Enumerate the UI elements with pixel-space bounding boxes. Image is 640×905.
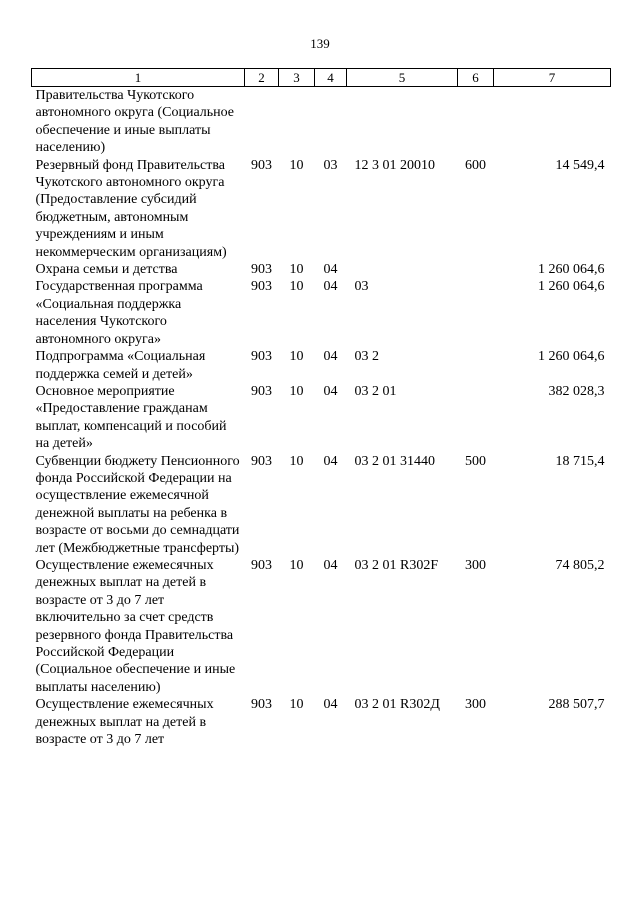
row-section	[279, 87, 315, 157]
column-header: 7	[494, 69, 611, 87]
column-header: 4	[315, 69, 347, 87]
row-subsection: 04	[323, 383, 338, 399]
row-admin-code: 903	[251, 383, 272, 399]
row-amount: 14 549,4	[555, 157, 605, 173]
column-header: 2	[245, 69, 279, 87]
column-header: 1	[32, 69, 245, 87]
row-target-article: 03 2 01 R302F	[354, 557, 439, 573]
row-section: 10	[289, 697, 304, 713]
row-expense-type: 600	[465, 157, 486, 173]
row-amount: 74 805,2	[555, 557, 605, 573]
column-header: 6	[458, 69, 494, 87]
row-description: Осуществление ежемесячных денежных выплат на детей в возрасте от 3 до 7 лет включительно за счет средств резервного фонда Правительства Российской Федерации (Социальное обеспечение и иные выплаты населению)	[35, 557, 236, 695]
row-subsection: 04	[323, 453, 338, 469]
row-target-article: 03 2 01 R302Д	[354, 697, 440, 713]
page-number: 139	[310, 36, 330, 51]
row-subsection: 04	[323, 349, 338, 365]
table-row	[32, 278, 611, 348]
row-amount	[494, 87, 611, 157]
row-expense-type	[458, 87, 494, 157]
row-expense-type: 500	[465, 453, 486, 469]
table-row	[32, 557, 611, 696]
row-section: 10	[289, 557, 304, 573]
row-description: Охрана семьи и детства	[35, 262, 178, 278]
column-header: 3	[279, 69, 315, 87]
row-subsection: 04	[323, 697, 338, 713]
table-row	[32, 87, 611, 157]
row-amount: 18 715,4	[555, 453, 605, 469]
row-subsection: 04	[323, 262, 338, 278]
row-target-article: 12 3 01 20010	[354, 157, 435, 173]
row-subsection	[315, 87, 347, 157]
row-amount: 382 028,3	[548, 383, 605, 399]
column-header: 5	[347, 69, 458, 87]
row-target-article: 03 2 01 31440	[354, 453, 435, 469]
row-amount: 1 260 064,6	[538, 349, 605, 365]
row-admin-code: 903	[251, 557, 272, 573]
row-expense-type	[458, 383, 494, 453]
row-description: Основное мероприятие «Предоставление гражданам выплат, компенсаций и пособий на детей»	[35, 383, 227, 452]
row-amount: 1 260 064,6	[538, 262, 605, 278]
budget-table	[31, 68, 611, 748]
header-row	[32, 69, 611, 87]
row-admin-code: 903	[251, 262, 272, 278]
row-target-article: 03 2 01	[354, 383, 397, 399]
row-subsection: 04	[323, 557, 338, 573]
row-description: Правительства Чукотского автономного округа (Социальное обеспечение и иные выплаты населению)	[35, 88, 235, 156]
table-row	[32, 453, 611, 557]
row-amount: 1 260 064,6	[538, 279, 605, 295]
row-subsection: 04	[323, 279, 338, 295]
row-description: Осуществление ежемесячных денежных выплат на детей в возрасте от 3 до 7 лет	[35, 697, 214, 748]
row-section: 10	[289, 279, 304, 295]
row-expense-type: 300	[465, 697, 486, 713]
row-section: 10	[289, 453, 304, 469]
table-row	[32, 261, 611, 278]
row-admin-code	[245, 87, 279, 157]
row-admin-code: 903	[251, 453, 272, 469]
row-expense-type	[458, 278, 494, 348]
row-admin-code: 903	[251, 349, 272, 365]
row-description: Подпрограмма «Социальная поддержка семей и детей»	[35, 349, 206, 382]
row-expense-type	[458, 261, 494, 278]
table-row	[32, 348, 611, 383]
row-description: Субвенции бюджету Пенсионного фонда Российской Федерации на осуществление ежемесячной денежной выплаты на ребенка в возрасте от восьми до семнадцати лет (Межбюджетные трансферты)	[35, 453, 240, 556]
row-admin-code: 903	[251, 279, 272, 295]
row-expense-type	[458, 348, 494, 383]
row-description: Государственная программа «Социальная поддержка населения Чукотского автономного округа»	[35, 279, 203, 347]
row-admin-code: 903	[251, 157, 272, 173]
row-description: Резервный фонд Правительства Чукотского автономного округа (Предоставление субсидий бюджетным, автономным учреждениям и иным некоммерческим организациям)	[35, 157, 227, 260]
row-expense-type: 300	[465, 557, 486, 573]
row-target-article: 03	[354, 279, 369, 295]
table-row	[32, 696, 611, 748]
row-section: 10	[289, 349, 304, 365]
table-row	[32, 157, 611, 261]
row-target-article	[347, 261, 458, 278]
row-target-article: 03 2	[354, 349, 379, 365]
row-section: 10	[289, 262, 304, 278]
table-row	[32, 383, 611, 453]
row-section: 10	[289, 383, 304, 399]
row-target-article	[347, 87, 458, 157]
row-amount: 288 507,7	[548, 697, 605, 713]
row-section: 10	[289, 157, 304, 173]
row-admin-code: 903	[251, 697, 272, 713]
row-subsection: 03	[323, 157, 338, 173]
